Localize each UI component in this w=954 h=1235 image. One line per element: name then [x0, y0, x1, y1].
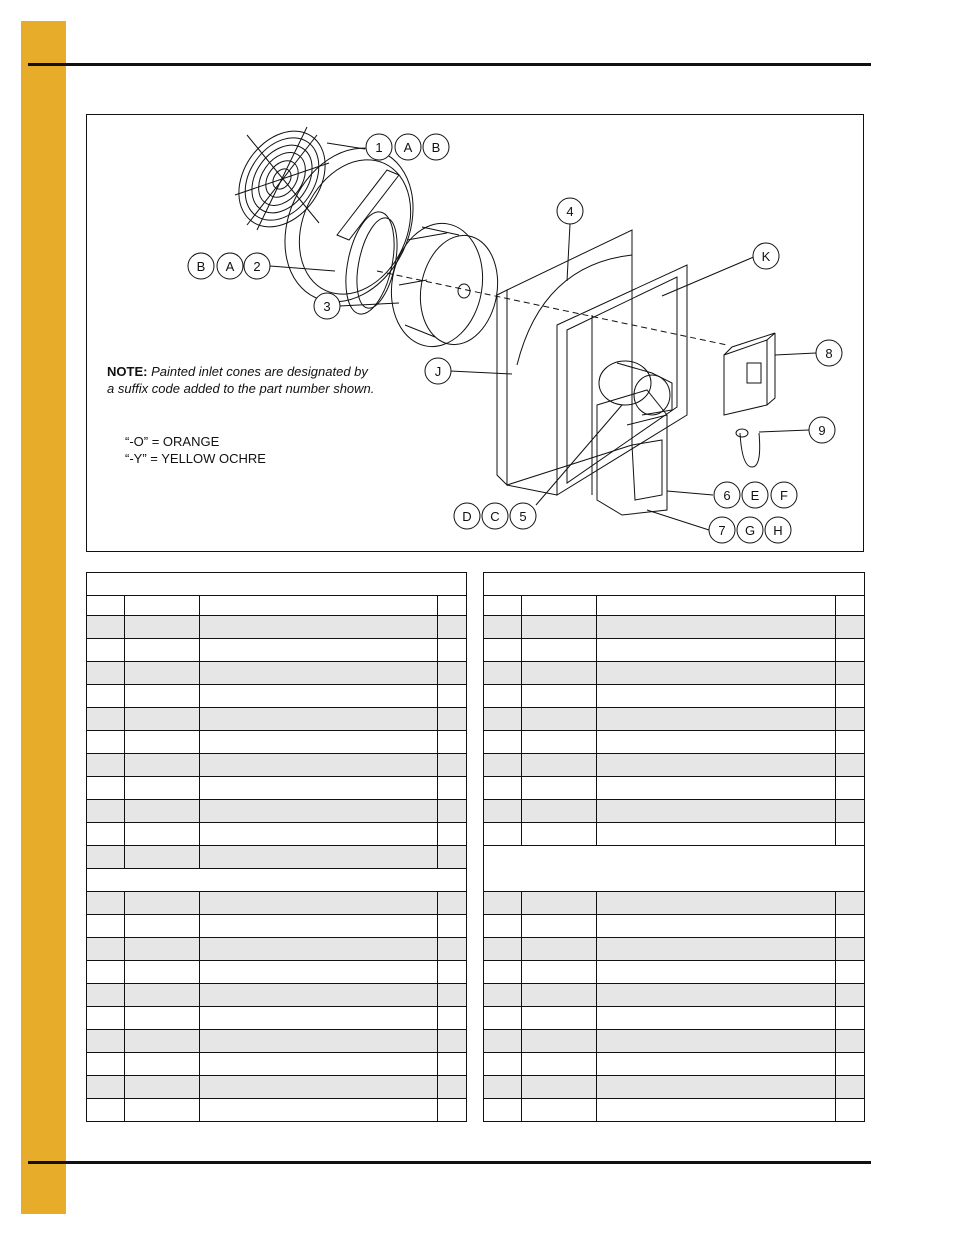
table-cell [200, 984, 438, 1007]
table-row [87, 685, 467, 708]
table-cell [597, 708, 836, 731]
table-cell [836, 731, 865, 754]
table-cell [125, 754, 200, 777]
svg-text:C: C [490, 509, 500, 524]
table-cell [200, 1099, 438, 1122]
table-cell [200, 1076, 438, 1099]
table-cell [87, 800, 125, 823]
table-cell [125, 938, 200, 961]
callout-8 [816, 340, 842, 366]
table-cell [200, 639, 438, 662]
table-row [87, 1076, 467, 1099]
table-cell [87, 1076, 125, 1099]
table-cell [200, 1030, 438, 1053]
table-row [484, 662, 865, 685]
table-cell [87, 846, 125, 869]
table-cell [125, 984, 200, 1007]
table-cell [125, 616, 200, 639]
table-cell [200, 823, 438, 846]
table-cell [438, 846, 467, 869]
table-cell [438, 596, 467, 616]
table-cell [836, 800, 865, 823]
table-cell [438, 823, 467, 846]
svg-text:E: E [750, 488, 760, 503]
table-cell [125, 961, 200, 984]
parts-table-right [483, 572, 865, 1122]
table-cell [125, 1076, 200, 1099]
table-cell [438, 1076, 467, 1099]
svg-text:8: 8 [825, 346, 833, 361]
table-cell [87, 777, 125, 800]
table-cell [597, 961, 836, 984]
table-row [484, 984, 865, 1007]
table-cell [200, 754, 438, 777]
table-cell [87, 685, 125, 708]
table-cell [87, 915, 125, 938]
table-cell [522, 938, 597, 961]
table-cell [836, 1099, 865, 1122]
table-cell [438, 777, 467, 800]
table-row [484, 961, 865, 984]
table-cell [836, 1030, 865, 1053]
table-cell [597, 1030, 836, 1053]
table-cell [836, 938, 865, 961]
table-row [87, 731, 467, 754]
table-cell [87, 1030, 125, 1053]
table-cell [125, 1053, 200, 1076]
table-cell [836, 708, 865, 731]
table-row [484, 1030, 865, 1053]
table-cell [200, 616, 438, 639]
table-row [87, 869, 467, 892]
table-row [87, 708, 467, 731]
table-cell [522, 823, 597, 846]
fan-wheel-drawing [382, 216, 506, 354]
svg-text:K: K [761, 249, 771, 264]
table-cell [836, 1007, 865, 1030]
table-cell [87, 961, 125, 984]
table-cell [484, 1099, 522, 1122]
table-cell [125, 1099, 200, 1122]
svg-text:J: J [434, 364, 442, 379]
table-row [87, 1099, 467, 1122]
table-row [87, 1030, 467, 1053]
table-cell [87, 731, 125, 754]
callout-1-a-b [366, 134, 449, 160]
page-sidebar-band [21, 21, 66, 1214]
table-cell [836, 1053, 865, 1076]
svg-text:6: 6 [723, 488, 731, 503]
table-cell [438, 639, 467, 662]
table-cell [836, 596, 865, 616]
callout-3 [314, 293, 340, 319]
table-cell [484, 639, 522, 662]
table-cell [125, 915, 200, 938]
table-row [87, 984, 467, 1007]
footer-rule [28, 1161, 871, 1164]
table-cell [200, 915, 438, 938]
table-row [484, 616, 865, 639]
callout-6-e-f [714, 482, 797, 508]
table-cell [87, 823, 125, 846]
table-cell [200, 846, 438, 869]
table-cell [836, 616, 865, 639]
table-row [87, 846, 467, 869]
table-cell [522, 1076, 597, 1099]
table-cell [200, 938, 438, 961]
svg-text:A: A [403, 140, 413, 155]
table-cell [125, 800, 200, 823]
table-cell [522, 754, 597, 777]
callout-j [425, 358, 451, 384]
table-cell [484, 616, 522, 639]
table-cell [597, 596, 836, 616]
table-cell [597, 616, 836, 639]
callout-9 [809, 417, 835, 443]
table-row [87, 823, 467, 846]
table-cell [836, 961, 865, 984]
table-cell [125, 846, 200, 869]
table-row [484, 1007, 865, 1030]
svg-text:H: H [773, 523, 783, 538]
table-cell [87, 984, 125, 1007]
table-row [484, 1099, 865, 1122]
table-cell [200, 685, 438, 708]
table-cell [200, 1053, 438, 1076]
table-row [484, 915, 865, 938]
table-row [484, 800, 865, 823]
table-row [87, 892, 467, 915]
table-row [87, 754, 467, 777]
code-yellow-ochre: “-Y” = YELLOW OCHRE [125, 451, 266, 466]
table-cell [836, 892, 865, 915]
table-cell [87, 1099, 125, 1122]
table-cell [200, 708, 438, 731]
table-row [484, 823, 865, 846]
header-rule [28, 63, 871, 66]
table-cell [484, 984, 522, 1007]
table-cell [597, 915, 836, 938]
table-cell [125, 777, 200, 800]
table-cell [200, 777, 438, 800]
table-row [484, 892, 865, 915]
table-cell [522, 1099, 597, 1122]
table-cell [836, 915, 865, 938]
table-cell [522, 915, 597, 938]
table-cell [438, 1030, 467, 1053]
table-cell [438, 616, 467, 639]
table-cell [484, 892, 522, 915]
table-cell [522, 961, 597, 984]
power-cord-drawing [736, 429, 760, 467]
starter-box-drawing [724, 333, 775, 415]
table-cell [125, 639, 200, 662]
table-row [484, 573, 865, 596]
table-cell [200, 662, 438, 685]
table-row [484, 731, 865, 754]
svg-text:F: F [780, 488, 788, 503]
table-cell [125, 823, 200, 846]
callout-b-a-2 [188, 253, 270, 279]
table-cell [522, 984, 597, 1007]
table-cell [87, 1053, 125, 1076]
svg-text:G: G [744, 523, 756, 538]
leader-lines [270, 143, 816, 530]
table-cell [125, 731, 200, 754]
table-cell [438, 800, 467, 823]
table-cell [87, 754, 125, 777]
table-cell [87, 892, 125, 915]
table-cell [484, 708, 522, 731]
svg-text:9: 9 [818, 423, 826, 438]
table-cell [522, 800, 597, 823]
table-cell [125, 685, 200, 708]
note-text-line1: Painted inlet cones are designated by [151, 364, 368, 379]
table-cell [438, 1007, 467, 1030]
table-row [87, 662, 467, 685]
table-row [484, 777, 865, 800]
table-cell [125, 1007, 200, 1030]
table-row [484, 1076, 865, 1099]
table-cell [836, 777, 865, 800]
table-row [87, 596, 467, 616]
table-cell [597, 823, 836, 846]
table-cell [87, 708, 125, 731]
table-row [87, 777, 467, 800]
table-row [484, 596, 865, 616]
svg-text:D: D [462, 509, 472, 524]
motor-drawing [597, 361, 672, 515]
table-cell [522, 1007, 597, 1030]
table-row [87, 573, 467, 596]
painted-cone-note [107, 363, 374, 397]
fan-exploded-drawing [87, 115, 865, 553]
table-cell [484, 800, 522, 823]
table-cell [87, 616, 125, 639]
table-cell [484, 596, 522, 616]
table-row [484, 938, 865, 961]
table-cell [597, 938, 836, 961]
svg-text:A: A [225, 259, 235, 274]
table-cell [125, 662, 200, 685]
table-cell [87, 938, 125, 961]
svg-text:5: 5 [519, 509, 527, 524]
table-cell [484, 1007, 522, 1030]
table-cell [438, 662, 467, 685]
table-cell [836, 639, 865, 662]
table-cell [836, 984, 865, 1007]
table-cell [200, 961, 438, 984]
table-cell [484, 823, 522, 846]
table-row [87, 616, 467, 639]
table-cell [484, 1030, 522, 1053]
svg-text:2: 2 [253, 259, 261, 274]
callout-7-g-h [709, 517, 791, 543]
table-row [484, 639, 865, 662]
svg-text:4: 4 [566, 204, 574, 219]
exploded-view-figure [86, 114, 864, 552]
table-cell [438, 892, 467, 915]
svg-text:1: 1 [375, 140, 383, 155]
note-text-line2: a suffix code added to the part number shown. [107, 381, 375, 396]
svg-text:7: 7 [718, 523, 726, 538]
table-cell [836, 823, 865, 846]
table-cell [484, 1053, 522, 1076]
table-cell [522, 892, 597, 915]
table-cell [87, 1007, 125, 1030]
table-cell [597, 984, 836, 1007]
table-cell [597, 892, 836, 915]
svg-text:B: B [196, 259, 206, 274]
table-row [87, 915, 467, 938]
table-cell [200, 1007, 438, 1030]
parts-table-left [86, 572, 467, 1122]
table-notes-row [484, 846, 865, 892]
table-cell [125, 596, 200, 616]
note-label: NOTE: [107, 364, 148, 379]
table-title-row [484, 573, 865, 596]
table-cell [597, 685, 836, 708]
table-cell [438, 915, 467, 938]
table-cell [438, 984, 467, 1007]
table-cell [522, 1030, 597, 1053]
table-row [484, 708, 865, 731]
table-cell [438, 754, 467, 777]
table-cell [200, 596, 438, 616]
table-cell [200, 731, 438, 754]
table-cell [484, 777, 522, 800]
table-cell [522, 639, 597, 662]
table-cell [597, 754, 836, 777]
table-row [87, 639, 467, 662]
table-cell [87, 596, 125, 616]
table-row [484, 685, 865, 708]
table-cell [484, 754, 522, 777]
table-cell [200, 892, 438, 915]
table-row [484, 754, 865, 777]
table-cell [200, 800, 438, 823]
table-row [87, 1007, 467, 1030]
table-cell [597, 662, 836, 685]
table-cell [484, 961, 522, 984]
table-row [484, 846, 865, 892]
fan-housing-drawing [497, 230, 687, 495]
table-cell [484, 685, 522, 708]
table-cell [125, 708, 200, 731]
table-cell [836, 662, 865, 685]
table-cell [87, 662, 125, 685]
table-cell [438, 1053, 467, 1076]
table-cell [484, 938, 522, 961]
table-cell [597, 639, 836, 662]
table-cell [484, 915, 522, 938]
table-cell [597, 800, 836, 823]
table-cell [125, 892, 200, 915]
table-cell [484, 1076, 522, 1099]
table-cell [522, 685, 597, 708]
table-cell [438, 938, 467, 961]
table-cell [836, 685, 865, 708]
table-cell [597, 1076, 836, 1099]
table-cell [597, 1007, 836, 1030]
callout-4 [557, 198, 583, 224]
table-row [87, 938, 467, 961]
table-cell [438, 961, 467, 984]
table-cell [522, 731, 597, 754]
table-cell [836, 754, 865, 777]
table-cell [597, 777, 836, 800]
table-cell [597, 1099, 836, 1122]
fan-guard-drawing [221, 115, 343, 243]
table-row [87, 961, 467, 984]
table-cell [438, 1099, 467, 1122]
table-cell [522, 777, 597, 800]
table-cell [125, 1030, 200, 1053]
table-row [87, 800, 467, 823]
table-cell [522, 1053, 597, 1076]
callout-d-c-5 [454, 503, 536, 529]
table-cell [438, 731, 467, 754]
table-cell [522, 708, 597, 731]
table-cell [597, 731, 836, 754]
table-cell [484, 731, 522, 754]
code-orange: “-O” = ORANGE [125, 434, 220, 449]
table-cell [87, 639, 125, 662]
table-cell [438, 708, 467, 731]
callout-k [753, 243, 779, 269]
table-cell [836, 1076, 865, 1099]
table-row [87, 1053, 467, 1076]
svg-text:B: B [431, 140, 441, 155]
table-cell [522, 616, 597, 639]
table-cell [438, 685, 467, 708]
suffix-codes [125, 433, 266, 467]
table-cell [522, 662, 597, 685]
table-subtitle-row [87, 869, 467, 892]
svg-text:3: 3 [323, 299, 331, 314]
table-row [484, 1053, 865, 1076]
table-title-row [87, 573, 467, 596]
table-cell [484, 662, 522, 685]
table-cell [597, 1053, 836, 1076]
table-cell [522, 596, 597, 616]
